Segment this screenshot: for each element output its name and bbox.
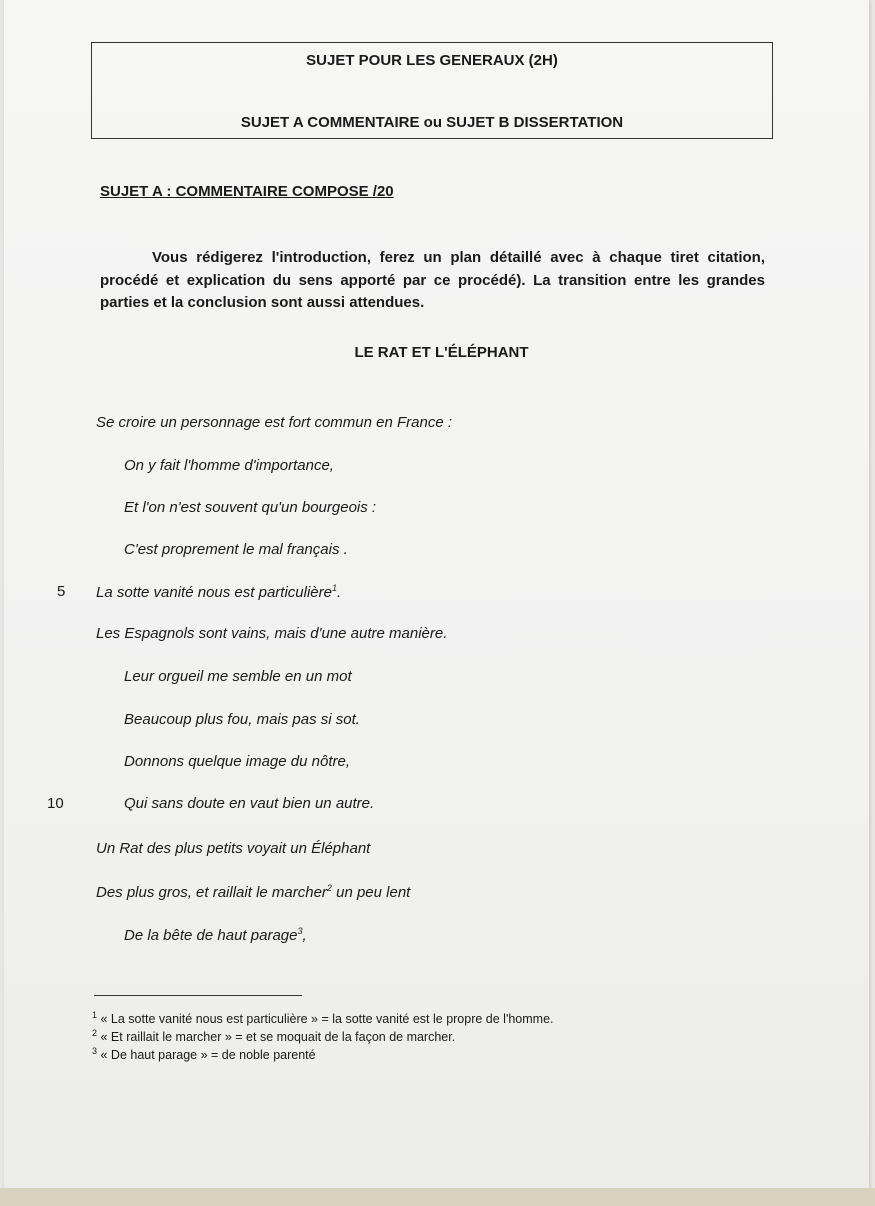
verse-line-8: Beaucoup plus fou, mais pas si sot. <box>124 711 360 728</box>
footnote-1-text: « La sotte vanité nous est particulière » = la sotte vanité est le propre de l'homme. <box>100 1012 554 1027</box>
verse-line-13-end: , <box>302 927 307 944</box>
footnote-2-mark: 2 <box>92 1028 98 1038</box>
instructions-paragraph <box>100 247 765 315</box>
folder-edge <box>0 1188 875 1206</box>
verse-line-10: Qui sans doute en vaut bien un autre. <box>124 795 375 812</box>
verse-line-7: Leur orgueil me semble en un mot <box>124 668 352 685</box>
footnote-2-text: « Et raillait le marcher » = et se moquait de la façon de marcher. <box>100 1030 456 1045</box>
verse-line-9: Donnons quelque image du nôtre, <box>124 753 350 770</box>
exam-title: SUJET POUR LES GENERAUX (2H) <box>306 52 558 69</box>
footnote-divider <box>94 995 302 996</box>
verse-line-11: Un Rat des plus petits voyait un Éléphant <box>96 840 371 857</box>
verse-line-2: On y fait l'homme d'importance, <box>124 457 334 474</box>
footnote-3 <box>92 1046 316 1062</box>
verse-line-13-text: De la bête de haut parage <box>124 927 298 944</box>
verse-line-5 <box>96 583 341 601</box>
sujet-a-title: SUJET A : COMMENTAIRE COMPOSE /20 <box>100 183 394 200</box>
poem-title: LE RAT ET L'ÉLÉPHANT <box>354 344 529 361</box>
verse-line-12-text: Des plus gros, et raillait le marcher <box>96 884 327 901</box>
line-number-5: 5 <box>57 583 66 600</box>
verse-line-4: C'est proprement le mal français . <box>124 541 348 558</box>
verse-line-13 <box>124 926 307 944</box>
footnote-2 <box>92 1028 455 1044</box>
verse-line-1: Se croire un personnage est fort commun en France : <box>96 414 453 431</box>
exam-subtitle: SUJET A COMMENTAIRE ou SUJET B DISSERTATION <box>240 114 624 131</box>
footnote-mark-1: 1 <box>331 583 337 593</box>
footnote-mark-3: 3 <box>297 926 303 936</box>
footnote-1 <box>92 1010 554 1026</box>
line-number-10: 10 <box>47 795 64 812</box>
header-box <box>91 42 773 139</box>
instructions-text: Vous rédigerez l'introduction, ferez un plan détaillé avec à chaque tiret citation, procédé et explication du sens apporté par ce procédé). La transition entre les grandes parties et la conclusion sont aussi attendues. <box>100 249 765 311</box>
footnote-mark-2: 2 <box>326 883 332 893</box>
verse-line-3: Et l'on n'est souvent qu'un bourgeois : <box>124 499 377 516</box>
verse-line-12 <box>96 883 410 901</box>
footnote-3-mark: 3 <box>92 1046 98 1056</box>
verse-line-5-text: La sotte vanité nous est particulière <box>96 584 332 601</box>
verse-line-5-end: . <box>337 584 342 601</box>
footnote-3-text: « De haut parage » = de noble parenté <box>100 1048 316 1063</box>
document-page <box>4 0 869 1190</box>
verse-line-12-end: un peu lent <box>336 884 411 901</box>
footnote-1-mark: 1 <box>92 1010 98 1020</box>
verse-line-6: Les Espagnols sont vains, mais d'une autre manière. <box>96 625 448 642</box>
